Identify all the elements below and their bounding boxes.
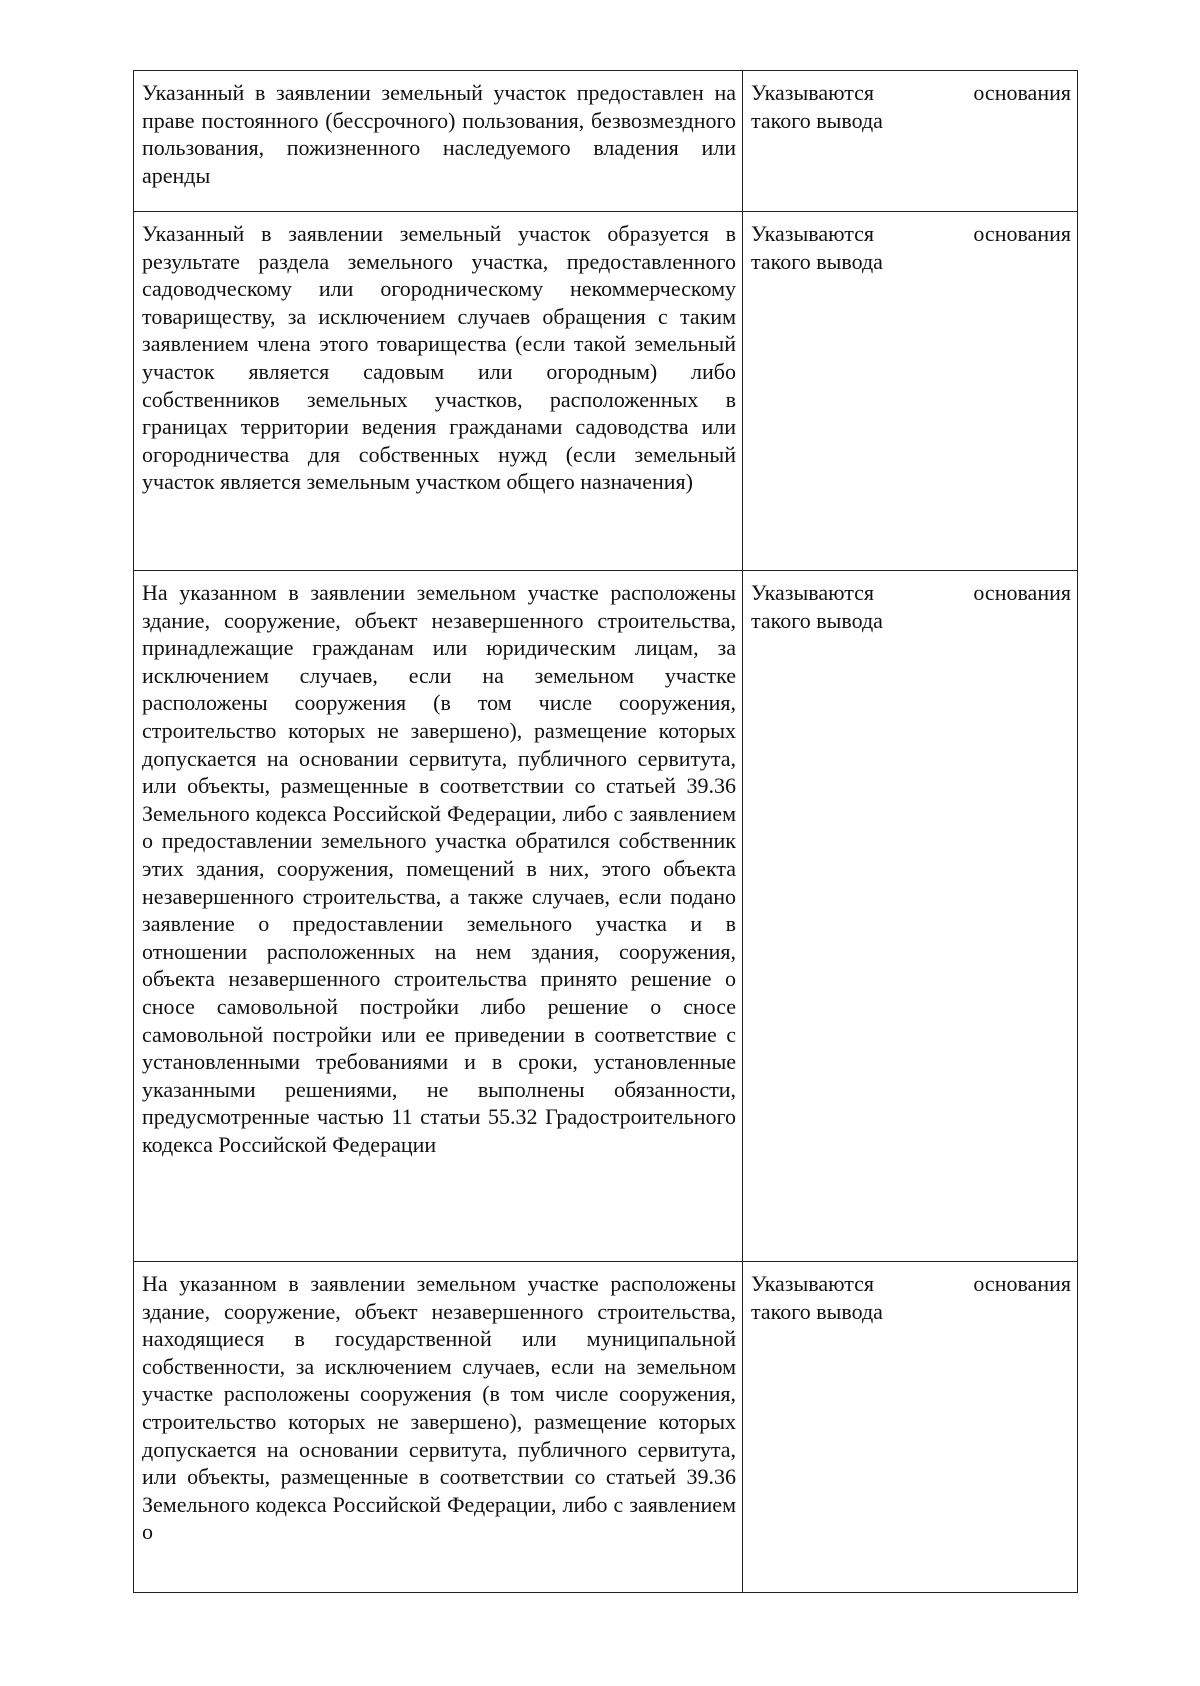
basis-word: Указываются [751, 1271, 875, 1296]
basis-word: основания [973, 221, 1071, 246]
basis-word: основания [973, 580, 1071, 605]
table-row [134, 212, 1078, 571]
basis-line: такого вывода [751, 607, 883, 633]
basis-line: такого вывода [751, 248, 883, 274]
basis-cell [743, 571, 1078, 1262]
basis-line [751, 579, 1071, 607]
basis-cell [743, 71, 1078, 212]
reason-cell: На указанном в заявлении земельном участке расположены здание, сооружение, объект незавершенного строительства, принадлежащие гражданам или юридическим лицам, за исключением случаев, если на земельном участке расположены сооружения (в том числе сооружения, строительство которых не завершено), размещение которых допускается на основании сервитута, публичного сервитута, или объекты, размещенные в соответствии со статьей 39.36 Земельного кодекса Российской Федерации, либо с заявлением о предоставлении земельного участка обратился собственник этих здания, сооружения, помещений в них, этого объекта незавершенного строительства, а также случаев, если подано заявление о предоставлении земельного участка и в отношении расположенных на нем здания, сооружения, объекта незавершенного строительства принято решение о сносе самовольной постройки либо решение о сносе самовольной постройки или ее приведении в соответствие с установленными требованиями и в сроки, установленные указанными решениями, не выполнены обязанности, предусмотренные частью 11 статьи 55.32 Градостроительного кодекса Российской Федерации [134, 571, 743, 1262]
basis-word: основания [973, 80, 1071, 105]
basis-word: основания [973, 1271, 1071, 1296]
basis-line: такого вывода [751, 1298, 883, 1324]
reason-cell: Указанный в заявлении земельный участок образуется в результате раздела земельного участка, предоставленного садоводческому или огородническому некоммерческому товариществу, за исключением случаев обращения с таким заявлением члена этого товарищества (если такой земельный участок является садовым или огородным) либо собственников земельных участков, расположенных в границах территории ведения гражданами садоводства или огородничества для собственных нужд (если земельный участок является земельным участком общего назначения) [134, 212, 743, 571]
basis-cell [743, 212, 1078, 571]
table-row [134, 571, 1078, 1262]
table-row [134, 1262, 1078, 1593]
table-row [134, 71, 1078, 212]
reason-cell: Указанный в заявлении земельный участок предоставлен на праве постоянного (бессрочного) пользования, безвозмездного пользования, пожизненного наследуемого владения или аренды [134, 71, 743, 212]
grounds-table [133, 70, 1078, 1593]
basis-word: Указываются [751, 221, 875, 246]
basis-word: Указываются [751, 80, 875, 105]
reason-cell: На указанном в заявлении земельном участке расположены здание, сооружение, объект незавершенного строительства, находящиеся в государственной или муниципальной собственности, за исключением случаев, если на земельном участке расположены сооружения (в том числе сооружения, строительство которых не завершено), размещение которых допускается на основании сервитута, публичного сервитута, или объекты, размещенные в соответствии со статьей 39.36 Земельного кодекса Российской Федерации, либо с заявлением о [134, 1262, 743, 1593]
basis-line [751, 1270, 1071, 1298]
basis-cell [743, 1262, 1078, 1593]
basis-line [751, 220, 1071, 248]
basis-word: Указываются [751, 580, 875, 605]
basis-line: такого вывода [751, 107, 883, 133]
basis-line [751, 79, 1071, 107]
